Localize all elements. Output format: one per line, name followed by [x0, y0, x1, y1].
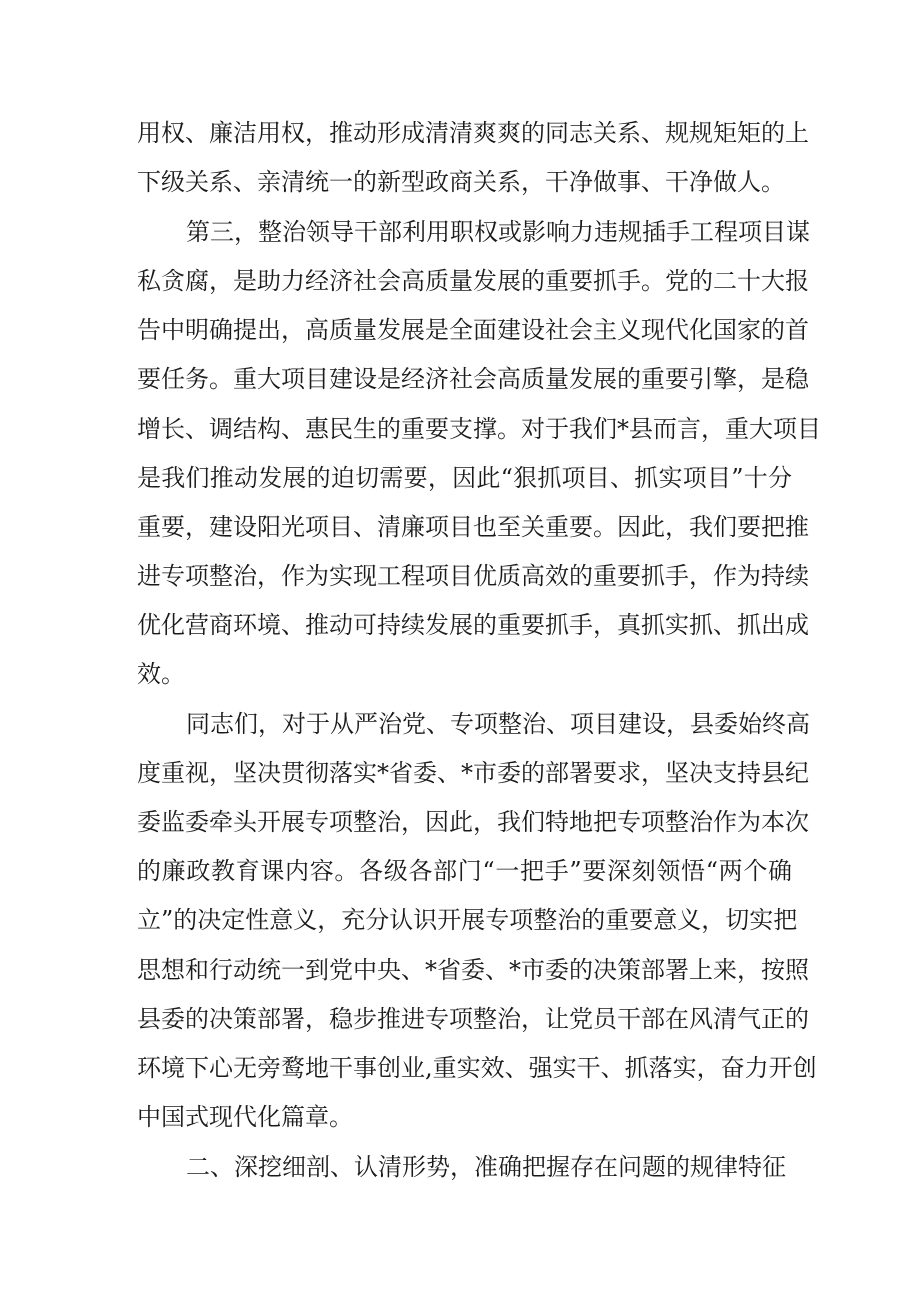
paragraph-2-line-5: 增长、调结构、惠民生的重要支撑。对于我们*县而言，重大项目 [137, 415, 821, 443]
section-heading: 二、深挖细剖、认清形势，准确把握存在问题的规律特征 [186, 1153, 786, 1181]
paragraph-3-line-1: 同志们，对于从严治党、专项整治、项目建设，县委始终高 [186, 710, 810, 738]
paragraph-2-line-6: 是我们推动发展的迫切需要，因此“狠抓项目、抓实项目”十分 [137, 464, 792, 492]
paragraph-3-line-9: 中国式现代化篇章。 [137, 1103, 353, 1131]
paragraph-1-line-2: 下级关系、亲清统一的新型政商关系，干净做事、干净做人。 [137, 168, 785, 196]
paragraph-3-line-2: 度重视，坚决贯彻落实*省委、*市委的部署要求，坚决支持县纪 [137, 759, 809, 787]
paragraph-3-line-6: 思想和行动统一到党中央、*省委、*市委的决策部署上来，按照 [137, 956, 809, 984]
paragraph-1-line-1: 用权、廉洁用权，推动形成清清爽爽的同志关系、规规矩矩的上 [137, 119, 809, 147]
paragraph-3-line-3: 委监委牵头开展专项整治，因此，我们特地把专项整治作为本次 [137, 808, 809, 836]
paragraph-2-line-1: 第三，整治领导干部利用职权或影响力违规插手工程项目谋 [186, 218, 810, 246]
paragraph-3-line-8: 环境下心无旁鹜地干事创业,重实效、强实干、抓落实，奋力开创 [137, 1054, 817, 1082]
paragraph-2-line-9: 优化营商环境、推动可持续发展的重要抓手，真抓实抓、抓出成 [137, 611, 809, 639]
paragraph-2-line-4: 要任务。重大项目建设是经济社会高质量发展的重要引擎，是稳 [137, 365, 809, 393]
paragraph-2-line-10: 效。 [137, 660, 185, 688]
paragraph-3-line-7: 县委的决策部署，稳步推进专项整治，让党员干部在风清气正的 [137, 1005, 809, 1033]
paragraph-2-line-8: 进专项整治，作为实现工程项目优质高效的重要抓手，作为持续 [137, 562, 809, 590]
paragraph-2-line-7: 重要，建设阳光项目、清廉项目也至关重要。因此，我们要把推 [137, 513, 809, 541]
paragraph-2-line-3: 告中明确提出，高质量发展是全面建设社会主义现代化国家的首 [137, 316, 809, 344]
paragraph-3-line-4: 的廉政教育课内容。各级各部门“一把手”要深刻领悟“两个确 [137, 857, 792, 885]
paragraph-2-line-2: 私贪腐，是助力经济社会高质量发展的重要抓手。党的二十大报 [137, 267, 809, 295]
paragraph-3-line-5: 立”的决定性意义，充分认识开展专项整治的重要意义，切实把 [137, 906, 798, 934]
